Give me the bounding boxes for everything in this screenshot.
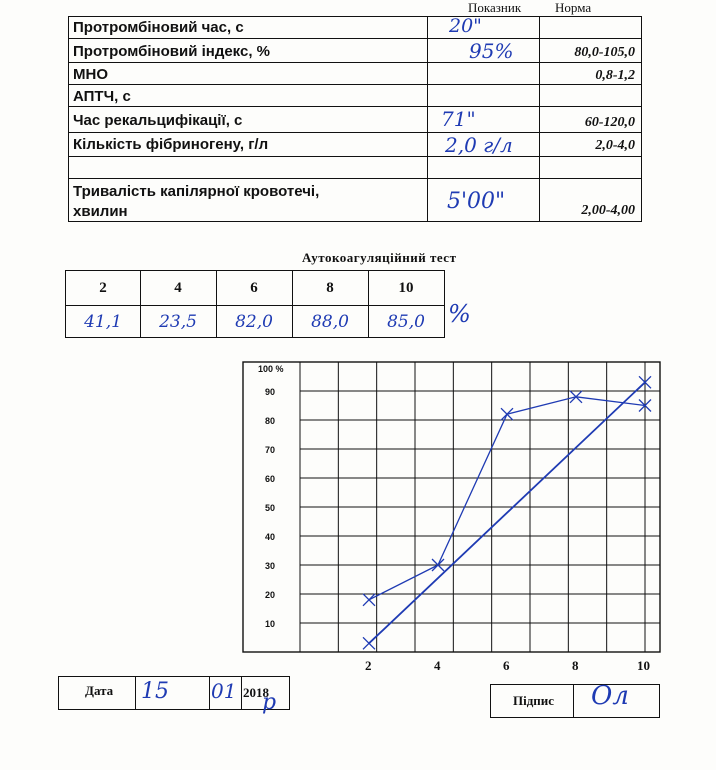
row-label: Тривалість капілярної кровотечі, <box>73 183 320 200</box>
auto-test-unit: % <box>448 300 471 328</box>
minute-header: 10 <box>398 280 414 296</box>
signature-label: Підпис <box>513 693 555 708</box>
signature-box <box>490 681 660 718</box>
y-tick-label: 20 <box>265 590 276 600</box>
y-tick-label: 80 <box>265 416 276 426</box>
minute-header: 6 <box>250 280 258 296</box>
row-norm: 80,0-105,0 <box>574 45 635 60</box>
date-month: 01 <box>211 679 237 703</box>
x-tick-label: 2 <box>365 658 372 673</box>
indicator-column-header: Показник <box>468 0 522 15</box>
row-norm: 60-120,0 <box>584 115 635 130</box>
row-label: Кількість фібриногену, г/л <box>73 136 269 153</box>
y-tick-label: 90 <box>265 387 276 397</box>
y-tick-label: 70 <box>265 445 276 455</box>
auto-test-value: 82,0 <box>235 312 273 332</box>
row-label-continued: хвилин <box>73 203 128 220</box>
box-divider <box>573 685 574 717</box>
auto-test-value: 23,5 <box>159 312 197 332</box>
y-tick-label: 40 <box>265 532 276 542</box>
row-value: 2,0 г/л <box>445 133 513 157</box>
x-tick-label: 4 <box>434 658 441 673</box>
date-year: 2018 <box>243 685 269 700</box>
row-norm: 0,8-1,2 <box>595 68 635 83</box>
auto-test-value: 88,0 <box>311 312 349 332</box>
year-suffix: р <box>262 690 277 715</box>
row-label: Час рекальцифікації, с <box>73 112 243 129</box>
auto-test-value: 85,0 <box>387 312 425 332</box>
minute-header: 8 <box>326 280 334 296</box>
data-point-marker <box>363 637 375 649</box>
box-divider <box>135 677 136 709</box>
row-value: 95% <box>469 39 514 63</box>
signature-mark: Ол <box>591 681 629 711</box>
y-tick-label: 60 <box>265 474 276 484</box>
y-tick-label: 30 <box>265 561 276 571</box>
data-point-marker <box>363 594 375 606</box>
data-point-marker <box>501 408 513 420</box>
date-label: Дата <box>85 683 114 698</box>
series-line <box>369 382 645 643</box>
row-norm: 2,00-4,00 <box>581 203 635 218</box>
box-divider <box>209 677 210 709</box>
x-tick-label: 8 <box>572 658 579 673</box>
row-label: Протромбіновий індекс, % <box>73 43 271 60</box>
box-divider <box>241 677 242 709</box>
x-tick-label: 6 <box>503 658 510 673</box>
row-value: 5'00" <box>447 189 506 214</box>
row-label: Протромбіновий час, с <box>73 19 244 36</box>
row-norm: 2,0-4,0 <box>595 138 635 153</box>
y-tick-label: 10 <box>265 619 276 629</box>
date-box <box>58 676 290 710</box>
row-label: МНО <box>73 66 108 83</box>
y-tick-label: 50 <box>265 503 276 513</box>
norm-column-header: Норма <box>555 0 592 15</box>
x-tick-label: 10 <box>637 658 650 673</box>
minute-header: 4 <box>174 280 182 296</box>
row-label: АПТЧ, с <box>73 88 131 105</box>
date-day: 15 <box>141 679 169 704</box>
y-tick-label: 100 % <box>258 364 284 374</box>
row-value: 20" <box>449 15 482 37</box>
auto-test-value: 41,1 <box>84 312 122 332</box>
minute-header: 2 <box>99 280 107 296</box>
row-value: 71" <box>441 107 476 131</box>
series-line <box>369 397 645 600</box>
auto-test-title: Аутокоагуляційний тест <box>302 250 457 265</box>
